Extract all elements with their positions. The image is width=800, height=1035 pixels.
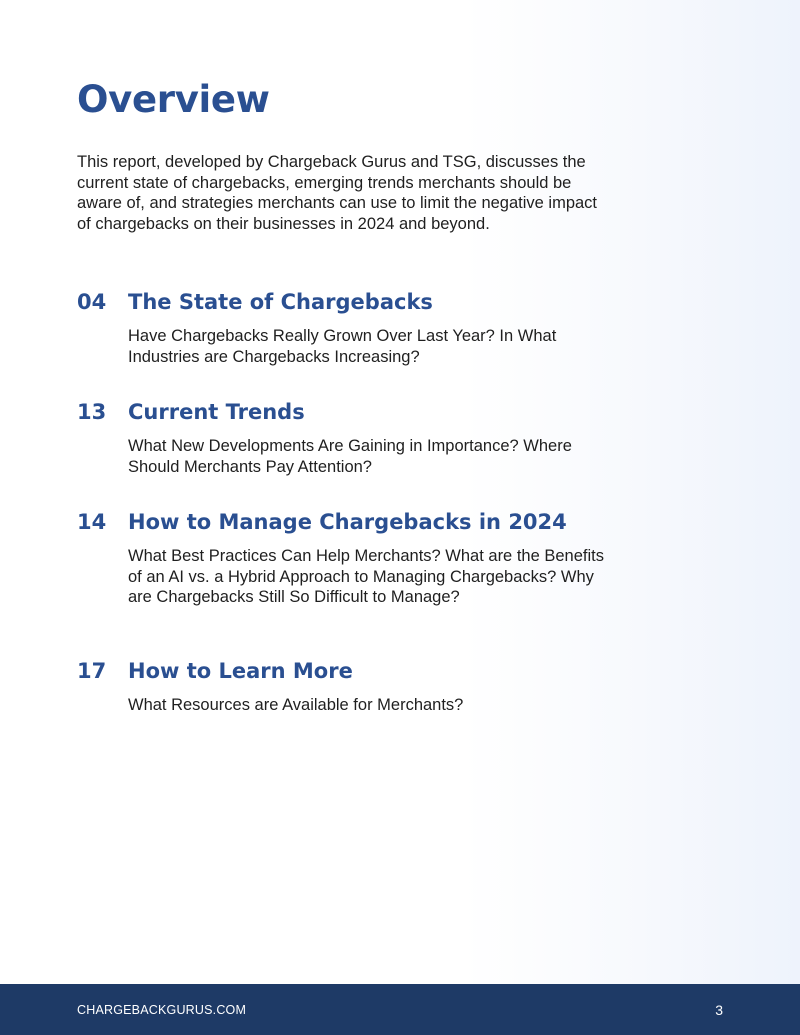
footer-page-number: 3 <box>715 1002 723 1018</box>
footer-site-link[interactable]: CHARGEBACKGURUS.COM <box>77 1003 247 1017</box>
toc-heading: Current Trends <box>128 400 305 424</box>
toc-description: What Best Practices Can Help Merchants? What are the Benefits of an AI vs. a Hybrid Approach to Managing Chargebacks? Why are Chargebacks Still So Difficult to Manage? <box>128 547 604 606</box>
toc-heading: How to Manage Chargebacks in 2024 <box>128 510 567 534</box>
toc-description: What New Developments Are Gaining in Importance? Where Should Merchants Pay Attention? <box>128 437 572 476</box>
toc-heading: How to Learn More <box>128 659 353 683</box>
page-title: Overview <box>77 78 270 121</box>
toc-description: What Resources are Available for Merchants? <box>128 696 464 714</box>
toc-heading: The State of Chargebacks <box>128 290 433 314</box>
toc-description: Have Chargebacks Really Grown Over Last Year? In What Industries are Chargebacks Increasing? <box>128 327 557 366</box>
intro-paragraph: This report, developed by Chargeback Gurus and TSG, discusses the current state of chargebacks, emerging trends merchants should be aware of, and strategies merchants can use to limit the negative impact of chargebacks on their businesses in 2024 and beyond. <box>77 153 598 233</box>
toc-page-number: 04 <box>77 290 107 314</box>
toc-page-number: 17 <box>77 659 107 683</box>
toc-page-number: 14 <box>77 510 107 534</box>
toc-page-number: 13 <box>77 400 107 424</box>
page-footer <box>0 984 800 1035</box>
